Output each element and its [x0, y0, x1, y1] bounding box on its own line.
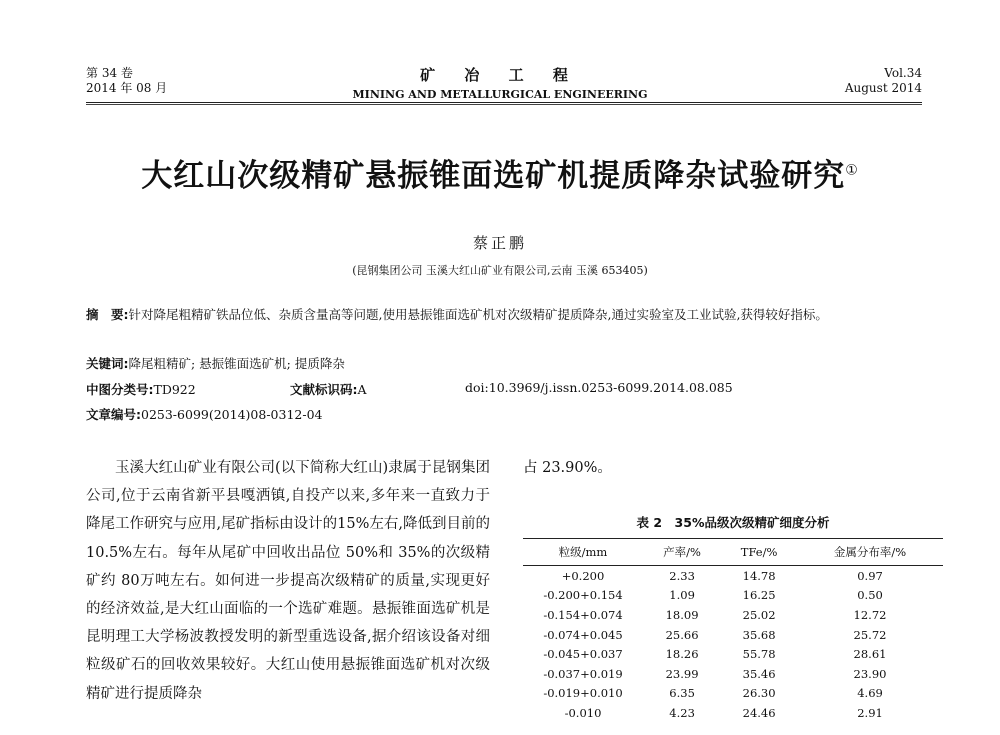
keywords: [86, 354, 345, 372]
article-number-value: 0253-6099(2014)08-0312-04: [141, 407, 323, 422]
cell-yield: 25.66: [665, 627, 699, 642]
volume-info: [86, 66, 167, 96]
doc-code: [290, 380, 367, 398]
keywords-label: 关键词:: [86, 356, 129, 371]
cell-tfe: 24.46: [742, 705, 776, 720]
cell-distribution: 2.91: [857, 705, 883, 720]
cell-distribution: 0.97: [857, 568, 883, 583]
fineness-table: [523, 538, 943, 723]
table-row: [523, 586, 943, 606]
cell-distribution: 4.69: [857, 686, 883, 701]
cell-tfe: 25.02: [742, 607, 776, 622]
cell-yield: 18.26: [665, 647, 699, 662]
col-tfe: TFe/%: [721, 539, 797, 566]
cell-size: -0.045+0.037: [543, 647, 623, 662]
author: 蔡正鹏: [472, 234, 527, 252]
body-fragment-right: 占 23.90%。: [523, 460, 612, 476]
article-number: [86, 405, 322, 423]
col-distribution: 金属分布率/%: [797, 539, 943, 566]
cell-size: -0.037+0.019: [543, 666, 623, 681]
cell-distribution: 12.72: [853, 607, 887, 622]
cell-size: -0.074+0.045: [543, 627, 623, 642]
table-row: [523, 703, 943, 723]
doc-code-label: 文献标识码:: [290, 382, 358, 397]
cell-tfe: 16.25: [742, 588, 776, 603]
col-yield: 产率/%: [643, 539, 721, 566]
cell-distribution: 25.72: [853, 627, 887, 642]
cell-distribution: 23.90: [853, 666, 887, 681]
cell-yield: 1.09: [669, 588, 695, 603]
volume-number: 第 34 卷: [86, 66, 133, 80]
cell-yield: 6.35: [669, 686, 695, 701]
clc-label: 中图分类号:: [86, 382, 154, 397]
doc-code-value: A: [357, 382, 367, 397]
volume-en: Vol.34: [884, 66, 922, 80]
cell-yield: 4.23: [669, 705, 695, 720]
cell-distribution: 0.50: [857, 588, 883, 603]
journal-name: [250, 64, 750, 101]
paper-title: [0, 150, 1000, 195]
clc-value: TD922: [153, 382, 196, 397]
footnote-mark: ①: [845, 162, 859, 179]
issue-date: 2014 年 08 月: [86, 81, 168, 95]
doi: doi:10.3969/j.issn.0253-6099.2014.08.085: [465, 380, 733, 395]
keywords-text: 降尾粗精矿; 悬振锥面选矿机; 提质降杂: [128, 356, 345, 371]
table-row: [523, 684, 943, 704]
cell-tfe: 35.68: [742, 627, 776, 642]
cell-tfe: 55.78: [742, 647, 776, 662]
volume-info-en: [845, 66, 922, 96]
table-row: [523, 566, 943, 586]
table-row: [523, 605, 943, 625]
body-column-left: [86, 454, 490, 708]
header-rule: [86, 102, 922, 103]
table-row: [523, 664, 943, 684]
journal-name-cn: 矿 冶 工 程: [420, 66, 580, 84]
paper-title-text: 大红山次级精矿悬振锥面选矿机提质降杂试验研究: [141, 158, 846, 194]
cell-distribution: 28.61: [853, 647, 887, 662]
cell-size: +0.200: [561, 568, 605, 583]
abstract-label: 摘 要:: [86, 307, 129, 322]
cell-tfe: 35.46: [742, 666, 776, 681]
table-row: [523, 625, 943, 645]
cell-tfe: 26.30: [742, 686, 776, 701]
table-row: [523, 644, 943, 664]
article-number-label: 文章编号:: [86, 407, 141, 422]
table-caption: 表 2 35%品级次级精矿细度分析: [636, 515, 830, 530]
cell-size: -0.010: [564, 705, 602, 720]
body-paragraph: 玉溪大红山矿业有限公司(以下简称大红山)隶属于昆钢集团公司,位于云南省新平县嘎洒镇,自投产以来,多年来一直致力于降尾工作研究与应用,尾矿指标由设计的15%左右,降低到目前的10.5%左右。每年从尾矿中回收出品位 50%和 35%的次级精矿约 80万吨左右。如何进一步提高次级精矿的质量,实现更好的经济效益,是大红山面临的一个选矿难题。悬振锥面选矿机是昆明理工大学杨波教授发明的新型重选设备,据介绍该设备对细粒级矿石的回收效果较好。大红山使用悬振锥面选矿机对次级精矿进行提质降杂: [86, 460, 490, 702]
table-header-row: [523, 539, 943, 566]
col-size: 粒级/mm: [523, 539, 643, 566]
cell-size: -0.019+0.010: [543, 686, 623, 701]
header-rule-thin: [86, 104, 922, 105]
issue-date-en: August 2014: [844, 81, 922, 95]
journal-name-en: MINING AND METALLURGICAL ENGINEERING: [352, 88, 648, 101]
cell-yield: 23.99: [665, 666, 699, 681]
classification-row: [86, 380, 196, 398]
cell-yield: 2.33: [669, 568, 695, 583]
cell-size: -0.154+0.074: [543, 607, 623, 622]
cell-yield: 18.09: [665, 607, 699, 622]
abstract: [86, 304, 922, 326]
abstract-text: 针对降尾粗精矿铁品位低、杂质含量高等问题,使用悬振锥面选矿机对次级精矿提质降杂,通过实验室及工业试验,获得较好指标。: [128, 307, 828, 322]
affiliation: (昆钢集团公司 玉溪大红山矿业有限公司,云南 玉溪 653405): [352, 264, 648, 277]
cell-tfe: 14.78: [742, 568, 776, 583]
cell-size: -0.200+0.154: [543, 588, 623, 603]
